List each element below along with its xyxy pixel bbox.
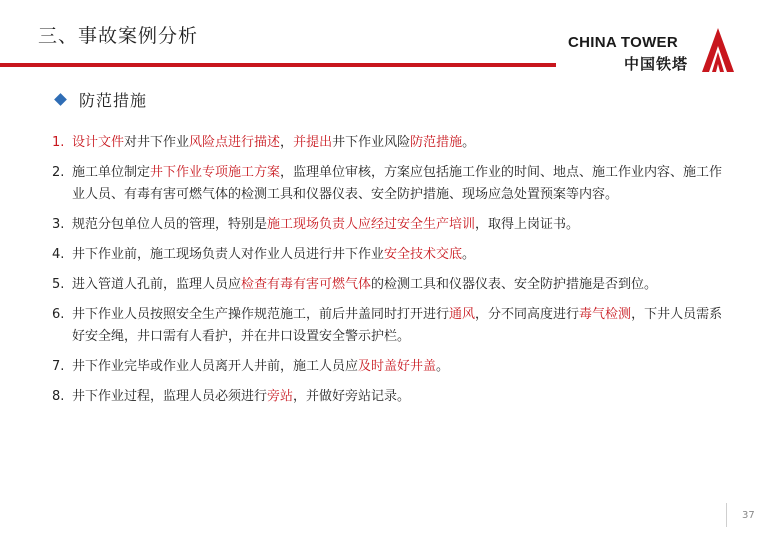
body-text: 井下作业过程，监理人员必须进行: [72, 389, 268, 404]
highlighted-text: 风险点进行描述: [189, 135, 281, 150]
measure-number: 6.: [52, 307, 65, 322]
body-text: ，监理单位审核，方案应包括施工作业的时间、地点、施工作业内容、施工作业人员、有毒有害可燃气体的检测工具和仪器仪表、安全防护措施、现场应急处置预案等内容。: [72, 165, 723, 202]
measure-item: [52, 304, 732, 348]
section-label: 防范措施: [79, 91, 148, 110]
diamond-bullet-icon: [54, 93, 67, 106]
measure-text: [72, 356, 732, 378]
measure-text: [72, 214, 732, 236]
highlighted-text: 毒气检测: [579, 307, 632, 322]
section-heading: [54, 88, 147, 111]
measure-number: 5.: [52, 277, 65, 292]
highlighted-text: 并提出: [293, 135, 333, 150]
body-text: 井下作业完毕或作业人员离开人井前，施工人员应: [72, 359, 359, 374]
measure-text: [72, 304, 732, 348]
measure-item: [52, 132, 732, 154]
highlighted-text: 通风: [449, 307, 476, 322]
body-text: ，并做好旁站记录。: [293, 389, 411, 404]
measure-number: 7.: [52, 359, 65, 374]
highlighted-text: 及时盖好井盖: [358, 359, 437, 374]
body-text: 的检测工具和仪器仪表、安全防护措施是否到位。: [371, 277, 658, 292]
body-text: 井下作业风险: [332, 135, 411, 150]
logo-english-text: CHINA TOWER: [568, 34, 678, 51]
measure-item: [52, 214, 732, 236]
highlighted-text: 旁站: [267, 389, 294, 404]
measure-number: 8.: [52, 389, 65, 404]
header-divider-line: [0, 63, 556, 67]
body-text: 。: [462, 135, 476, 150]
measures-list: [52, 132, 732, 408]
measure-number: 1.: [52, 135, 65, 150]
china-tower-logo: [568, 26, 738, 74]
measure-number: 2.: [52, 165, 65, 180]
measure-text: [72, 274, 732, 296]
highlighted-text: 设计文件: [72, 135, 125, 150]
tower-logo-icon: [700, 26, 736, 74]
measure-number: 3.: [52, 217, 65, 232]
measure-text: [72, 162, 732, 206]
measure-item: [52, 356, 732, 378]
highlighted-text: 井下作业专项施工方案: [150, 165, 281, 180]
body-text: ，分不同高度进行: [475, 307, 580, 322]
highlighted-text: 安全技术交底: [384, 247, 463, 262]
body-text: ，下井人员需系好安全绳，井口需有人看护，并在井口设置安全警示护栏。: [72, 307, 723, 344]
footer-divider: [726, 503, 727, 527]
body-text: 井下作业前，施工现场负责人对作业人员进行井下作业: [72, 247, 385, 262]
highlighted-text: 检查有毒有害可燃气体: [241, 277, 372, 292]
body-text: 施工单位制定: [72, 165, 151, 180]
measure-item: [52, 162, 732, 206]
page-number: 37: [742, 510, 755, 521]
highlighted-text: 施工现场负责人应经过安全生产培训: [267, 217, 476, 232]
slide-title: 三、事故案例分析: [38, 25, 199, 47]
body-text: 进入管道人孔前，监理人员应: [72, 277, 242, 292]
measure-text: [72, 386, 732, 408]
highlighted-text: 防范措施: [410, 135, 463, 150]
measure-text: [72, 244, 732, 266]
body-text: 。: [462, 247, 476, 262]
body-text: 。: [436, 359, 450, 374]
logo-chinese-text: 中国铁塔: [624, 55, 689, 73]
measure-text: [72, 132, 732, 154]
measure-item: [52, 274, 732, 296]
measure-item: [52, 244, 732, 266]
body-text: ，: [280, 135, 294, 150]
measure-item: [52, 386, 732, 408]
body-text: 规范分包单位人员的管理，特别是: [72, 217, 268, 232]
body-text: ，取得上岗证书。: [475, 217, 580, 232]
body-text: 对井下作业: [124, 135, 190, 150]
body-text: 井下作业人员按照安全生产操作规范施工，前后井盖同时打开进行: [72, 307, 450, 322]
measure-number: 4.: [52, 247, 65, 262]
